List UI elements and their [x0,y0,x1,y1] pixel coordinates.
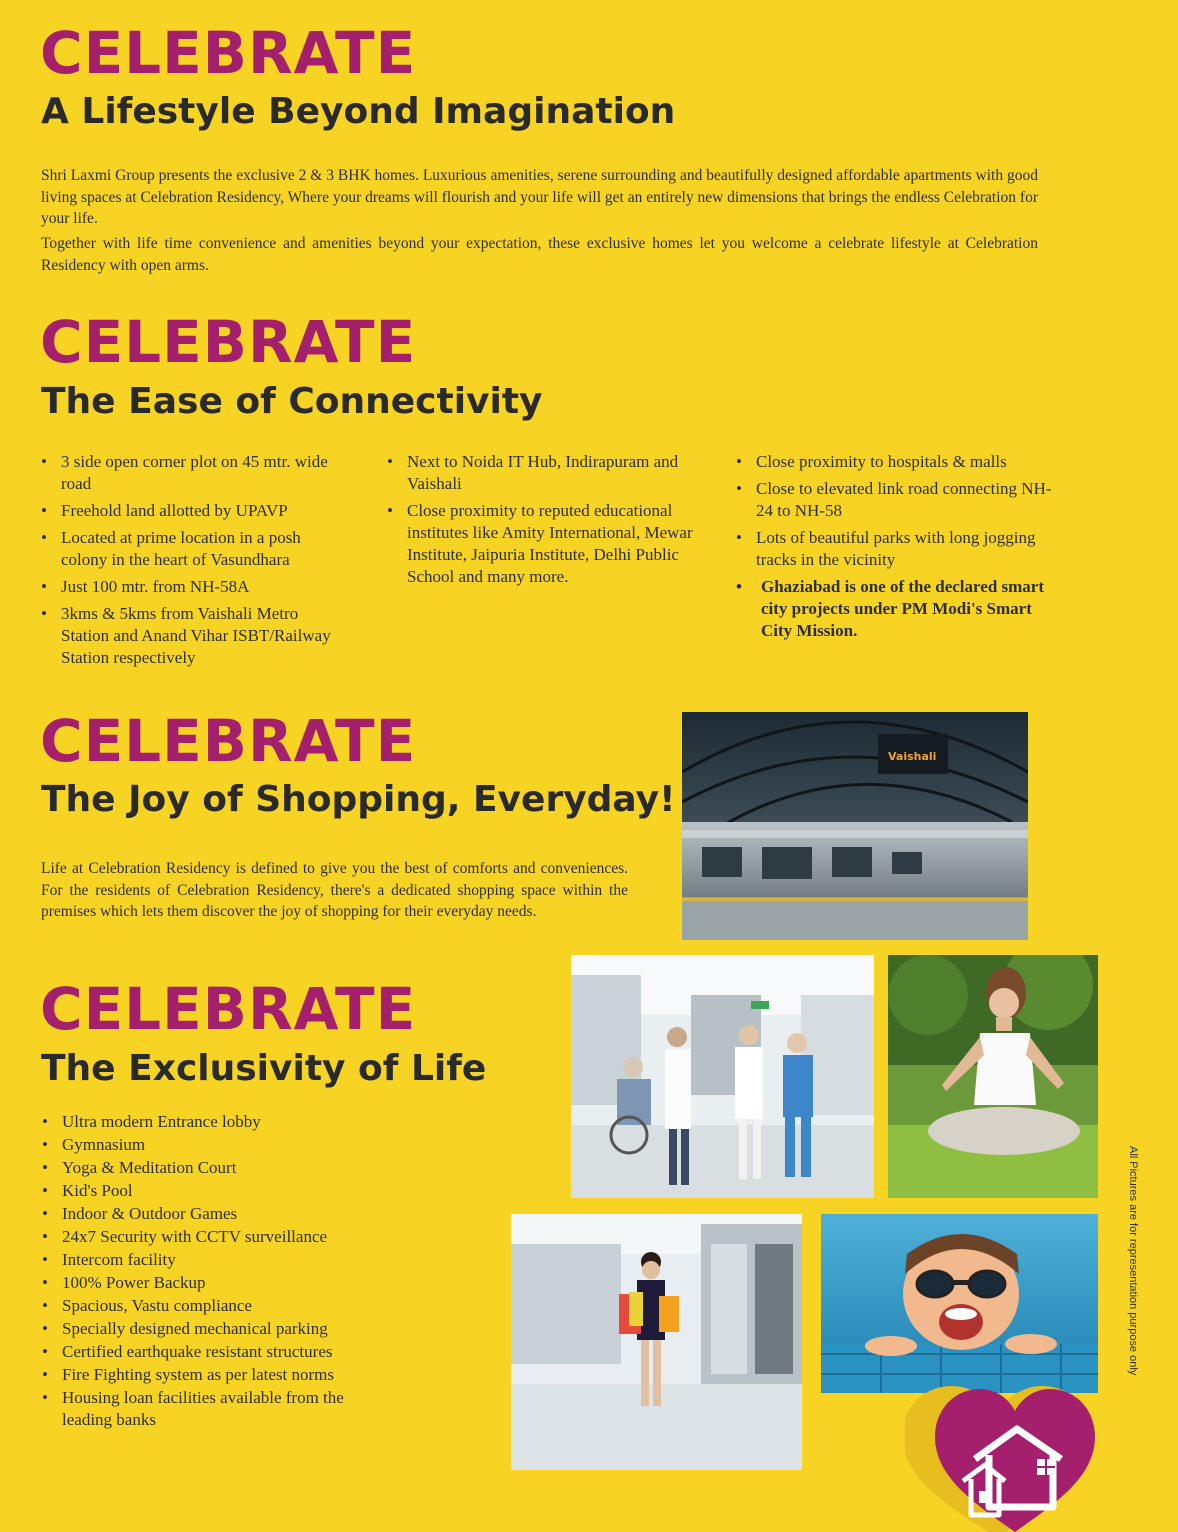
connectivity-list-col2 [387,451,707,593]
list-item: • Next to Noida IT Hub, Indirapuram and Vaishali [387,451,707,495]
list-item: • Indoor & Outdoor Games [42,1203,372,1225]
list-item: • Freehold land allotted by UPAVP [41,500,341,522]
section1-celebrate-heading: CELEBRATE [40,19,417,87]
connectivity-list-col1 [41,451,341,674]
list-item: • 100% Power Backup [42,1272,372,1294]
list-item: • Certified earthquake resistant structures [42,1341,372,1363]
heart-house-logo [905,1375,1105,1532]
list-item: • Specially designed mechanical parking [42,1318,372,1340]
list-item: • Located at prime location in a posh colony in the heart of Vasundhara [41,527,341,571]
section1-intro-paragraph: Shri Laxmi Group presents the exclusive 2 & 3 BHK homes. Luxurious amenities, serene surrounding and beautifully designed affordable apartments with good living spaces at Celebration Residency, Where your dreams will flourish and your life will get an entirely new dimensions that brings the endless Celebration for your life. [41,167,1038,227]
list-item: • Close proximity to reputed educational institutes like Amity International, Mewar Institute, Jaipuria Institute, Delhi Public School and many more. [387,500,707,588]
section1-second-paragraph: Together with life time convenience and amenities beyond your expectation, these exclusive homes let you welcome a celebrate lifestyle at Celebration Residency with open arms. [41,235,1038,274]
metro-sign-text: Vaishali [888,750,937,763]
list-item: • 24x7 Security with CCTV surveillance [42,1226,372,1248]
list-item: • Fire Fighting system as per latest norms [42,1364,372,1386]
section2-celebrate-heading: CELEBRATE [40,308,417,376]
list-item: • Just 100 mtr. from NH-58A [41,576,341,598]
hospital-corridor-photo [571,955,874,1198]
list-item: • 3kms & 5kms from Vaishali Metro Station and Anand Vihar ISBT/Railway Station respectively [41,603,341,669]
list-item: • Yoga & Meditation Court [42,1157,372,1179]
representation-disclaimer: All Pictures are for representation purpose only [1127,1146,1139,1376]
amenities-list [42,1111,372,1432]
list-item: • Housing loan facilities available from the leading banks [42,1387,372,1431]
section3-celebrate-heading: CELEBRATE [40,707,417,775]
section1-title: A Lifestyle Beyond Imagination [41,91,676,132]
shopping-mall-photo [511,1214,802,1470]
kids-pool-photo [821,1214,1098,1393]
list-item: • 3 side open corner plot on 45 mtr. wide road [41,451,341,495]
section3-paragraph: Life at Celebration Residency is defined to give you the best of comforts and conveniences. For the residents of Celebration Residency, there's a dedicated shopping space within the premises which lets them discover the joy of shopping for their everyday needs. [41,860,628,920]
smart-city-highlight: • Ghaziabad is one of the declared smart city projects under PM Modi's Smart City Mission. [736,576,1054,642]
section2-title: The Ease of Connectivity [41,381,543,422]
list-item: • Gymnasium [42,1134,372,1156]
connectivity-list-col3 [736,451,1054,647]
list-item: • Close proximity to hospitals & malls [736,451,1054,473]
section4-celebrate-heading: CELEBRATE [40,975,417,1043]
section4-title: The Exclusivity of Life [41,1048,487,1089]
section3-title: The Joy of Shopping, Everyday! [41,779,676,820]
list-item: • Intercom facility [42,1249,372,1271]
metro-station-photo [682,712,1028,940]
yoga-meditation-photo [888,955,1098,1198]
list-item: • Close to elevated link road connecting NH-24 to NH-58 [736,478,1054,522]
list-item: • Spacious, Vastu compliance [42,1295,372,1317]
list-item: • Kid's Pool [42,1180,372,1202]
list-item: • Lots of beautiful parks with long jogging tracks in the vicinity [736,527,1054,571]
list-item: • Ultra modern Entrance lobby [42,1111,372,1133]
